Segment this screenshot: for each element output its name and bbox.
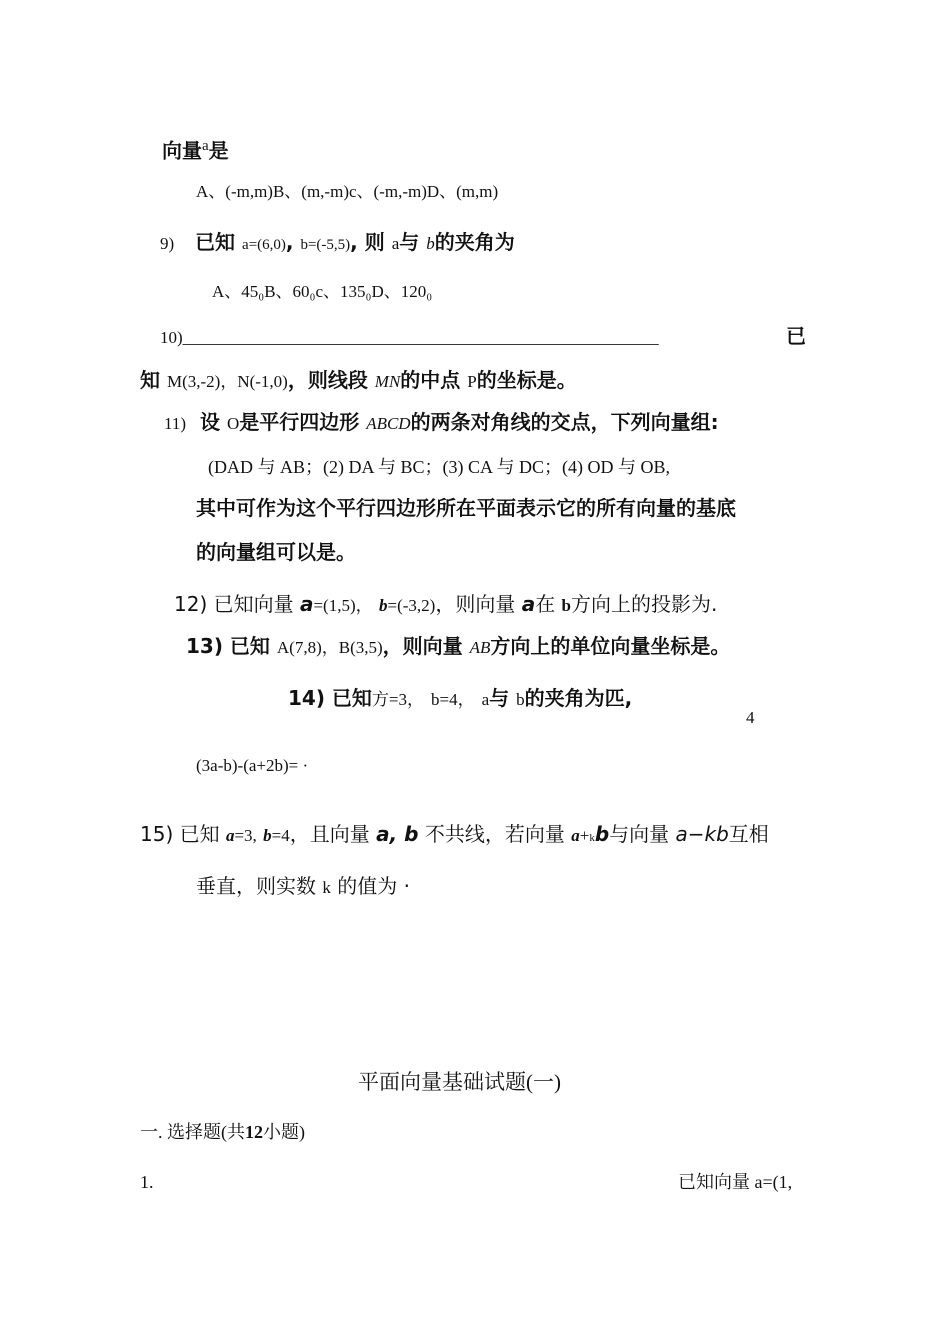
q13-line: 13) 已知 A(7,8)，B(3,5)，则向量 AB方向上的单位向量坐标是。 bbox=[186, 634, 731, 658]
q14-expression: (3a-b)-(a+2b)= · bbox=[196, 756, 309, 775]
q11-line3: 其中可作为这个平行四边形所在平面表示它的所有向量的基底 bbox=[196, 496, 736, 520]
q14-line: 14) 已知方=3， b=4， a与 b的夹角为匹, bbox=[288, 686, 633, 710]
q11-line2: (DAD 与 AB；(2) DA 与 BC；(3) CA 与 DC；(4) OD 与 OB, bbox=[208, 457, 670, 477]
q10-line2: 知 M(3,-2)，N(-1,0)，则线段 MN的中点 P的坐标是。 bbox=[140, 368, 577, 392]
q11-line1: 11) 设 O是平行四边形 ABCD的两条对角线的交点，下列向量组: bbox=[164, 410, 719, 434]
q8-options: A、(-m,m)B、(m,-m)c、(-m,-m)D、(m,m) bbox=[196, 182, 499, 201]
q15-line2: 垂直，则实数 k 的值为 · bbox=[196, 874, 410, 898]
section-subtitle: 一. 选择题(共12小题) bbox=[140, 1122, 305, 1142]
q9-options: A、45₀B、60₀c、135₀D、120₀ bbox=[212, 282, 433, 301]
q14-fraction-denominator: 4 bbox=[746, 708, 755, 727]
q11-line4: 的向量组可以是。 bbox=[196, 540, 356, 564]
question-1-text: 已知向量 a=(1, bbox=[678, 1172, 793, 1192]
q9-stem: 9) 已知 a=(6,0), b=(-5,5), 则 a与 b的夹角为 bbox=[160, 230, 515, 254]
q10-line1-end: 已 bbox=[786, 324, 806, 348]
q15-line1: 15) 已知 a=3, b=4，且向量 a, b 不共线，若向量 a+kb与向量 a−kb互相 bbox=[140, 822, 769, 846]
question-1-number: 1. bbox=[140, 1172, 154, 1192]
q8-stem: 向量$^a$是 bbox=[162, 138, 229, 163]
q10-line1: 10)________________________________________________________ bbox=[160, 328, 659, 347]
section-title: 平面向量基础试题(一) bbox=[358, 1070, 561, 1094]
q12-line: 12) 已知向量 a=(1,5)， b=(-3,2)，则向量 a在 b方向上的投影为. bbox=[174, 592, 718, 616]
